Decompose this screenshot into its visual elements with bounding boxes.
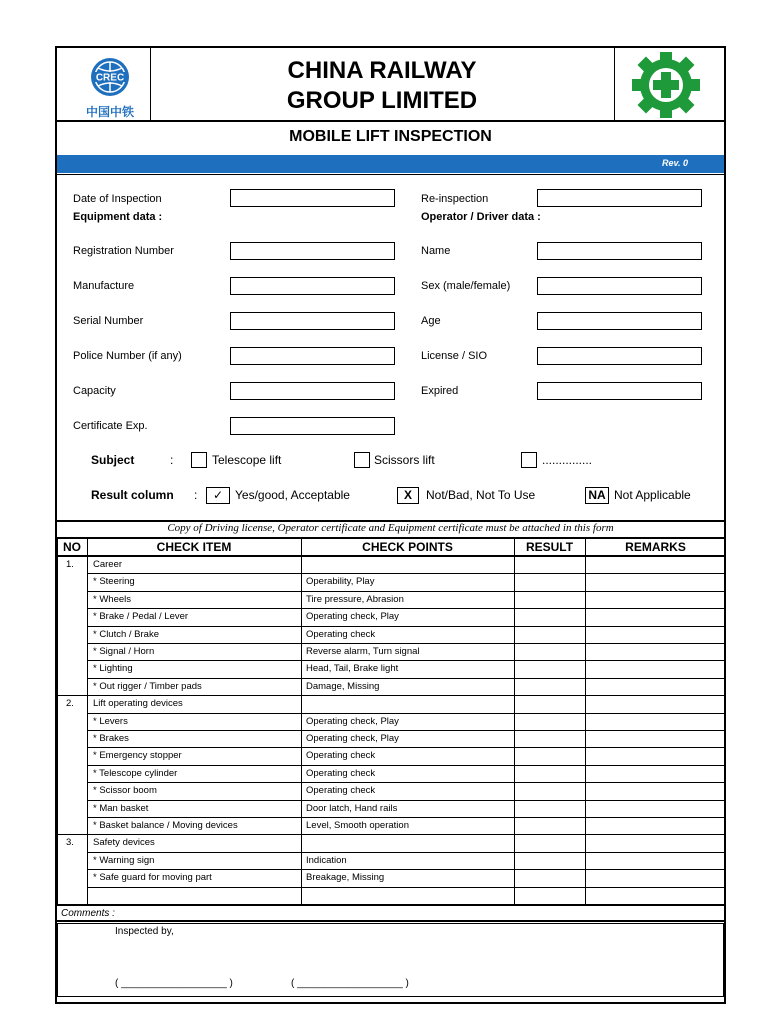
remarks-cell[interactable] — [586, 801, 723, 816]
result-cell[interactable] — [515, 888, 584, 903]
age-label: Age — [421, 315, 441, 327]
header-divider-right — [614, 46, 615, 122]
inspected-by-label: Inspected by, — [115, 926, 174, 937]
check-point-cell: Operating check, Play — [306, 611, 399, 622]
header-bottom-rule — [55, 120, 726, 122]
company-name — [150, 56, 614, 116]
header-no: NO — [63, 540, 81, 554]
certificate-exp-label: Certificate Exp. — [73, 420, 148, 432]
remarks-cell[interactable] — [586, 627, 723, 642]
capacity-label: Capacity — [73, 385, 116, 397]
check-item-cell: * Signal / Horn — [93, 646, 155, 657]
result-cell[interactable] — [515, 696, 584, 711]
remarks-cell[interactable] — [586, 574, 723, 589]
yes-legend-text: Yes/good, Acceptable — [235, 488, 350, 502]
remarks-cell[interactable] — [586, 592, 723, 607]
license-sio-field[interactable] — [537, 347, 702, 365]
result-cell[interactable] — [515, 661, 584, 676]
result-cell[interactable] — [515, 818, 584, 833]
date-of-inspection-label: Date of Inspection — [73, 193, 162, 205]
header-check-points: CHECK POINTS — [362, 540, 453, 554]
sex-label: Sex (male/female) — [421, 280, 511, 292]
signature-line-1[interactable]: ( ___________________ ) — [115, 978, 233, 989]
check-point-cell: Operating check — [306, 768, 376, 779]
check-item-cell: Lift operating devices — [93, 698, 183, 709]
result-cell[interactable] — [515, 627, 584, 642]
check-point-cell: Level, Smooth operation — [306, 820, 409, 831]
check-item-cell: * Basket balance / Moving devices — [93, 820, 238, 831]
remarks-cell[interactable] — [586, 661, 723, 676]
check-item-cell: * Brake / Pedal / Lever — [93, 611, 189, 622]
check-point-cell: Tire pressure, Abrasion — [306, 594, 404, 605]
check-item-cell: * Safe guard for moving part — [93, 872, 212, 883]
safety-cross-gear-icon — [628, 50, 704, 120]
table-column-line — [724, 537, 725, 904]
result-cell[interactable] — [515, 766, 584, 781]
header-check-item: CHECK ITEM — [156, 540, 232, 554]
safety-logo — [628, 50, 704, 120]
comments-bottom-rule — [55, 920, 726, 922]
result-column-label: Result column — [91, 488, 174, 502]
table-bottom-rule — [55, 904, 726, 906]
check-point-cell: Door latch, Hand rails — [306, 803, 398, 814]
manufacture-field[interactable] — [230, 277, 395, 295]
remarks-cell[interactable] — [586, 835, 723, 850]
check-point-cell: Operating check, Play — [306, 733, 399, 744]
expired-label: Expired — [421, 385, 459, 397]
crec-logo — [84, 56, 136, 119]
row-number: 1. — [66, 559, 74, 570]
logo-caption: 中国中铁 — [85, 105, 134, 119]
operator-data-heading: Operator / Driver data : — [421, 211, 541, 223]
manufacture-label: Manufacture — [73, 280, 135, 292]
check-item-cell: Career — [93, 559, 123, 570]
result-cell[interactable] — [515, 644, 584, 659]
check-item-cell: * Telescope cylinder — [93, 768, 178, 779]
row-number: 2. — [66, 698, 74, 709]
remarks-cell[interactable] — [586, 679, 723, 694]
remarks-cell[interactable] — [586, 731, 723, 746]
remarks-cell[interactable] — [586, 748, 723, 763]
date-of-inspection-field[interactable] — [230, 189, 395, 207]
check-point-cell: Operating check — [306, 750, 376, 761]
equipment-data-heading: Equipment data : — [73, 211, 163, 223]
remarks-cell[interactable] — [586, 557, 723, 572]
check-point-cell: Reverse alarm, Turn signal — [306, 646, 420, 657]
signature-line-2[interactable]: ( ___________________ ) — [291, 978, 409, 989]
result-column-colon: : — [194, 488, 198, 502]
check-point-cell: Operating check, Play — [306, 716, 399, 727]
check-item-cell: * Brakes — [93, 733, 129, 744]
no-mark-box: X — [397, 487, 419, 504]
check-item-cell: Safety devices — [93, 837, 155, 848]
check-item-cell: * Wheels — [93, 594, 132, 605]
svg-text:CREC: CREC — [95, 72, 125, 84]
comments-label: Comments : — [61, 908, 115, 919]
check-item-cell: * Scissor boom — [93, 785, 157, 796]
registration-number-field[interactable] — [230, 242, 395, 260]
name-field[interactable] — [537, 242, 702, 260]
result-cell[interactable] — [515, 574, 584, 589]
check-item-cell: * Steering — [93, 576, 135, 587]
remarks-cell[interactable] — [586, 696, 723, 711]
check-point-cell: Operating check — [306, 629, 376, 640]
telescope-lift-label: Telescope lift — [212, 453, 282, 467]
check-point-cell: Damage, Missing — [306, 681, 380, 692]
check-item-cell: * Warning sign — [93, 855, 155, 866]
header-remarks: REMARKS — [625, 540, 686, 554]
sex-field[interactable] — [537, 277, 702, 295]
check-point-cell: Indication — [306, 855, 347, 866]
form-title: MOBILE LIFT INSPECTION — [289, 128, 492, 145]
result-cell[interactable] — [515, 592, 584, 607]
result-cell[interactable] — [515, 557, 584, 572]
result-cell[interactable] — [515, 853, 584, 868]
other-subject-label: ............... — [542, 453, 593, 467]
age-field[interactable] — [537, 312, 702, 330]
table-column-line — [301, 537, 302, 904]
company-name-line1: CHINA RAILWAY — [287, 57, 477, 84]
license-sio-label: License / SIO — [421, 350, 488, 362]
na-mark-box: NA — [585, 487, 609, 504]
row-number: 3. — [66, 837, 74, 848]
police-number-label: Police Number (if any) — [73, 350, 182, 362]
remarks-cell[interactable] — [586, 888, 723, 903]
name-label: Name — [421, 245, 451, 257]
table-top-rule — [55, 537, 726, 539]
check-point-cell: Operating check — [306, 785, 376, 796]
remarks-cell[interactable] — [586, 853, 723, 868]
check-point-cell: Operability, Play — [306, 576, 375, 587]
check-item-cell: * Clutch / Brake — [93, 629, 159, 640]
remarks-cell[interactable] — [586, 870, 723, 885]
subject-colon: : — [170, 453, 174, 467]
other-subject-checkbox[interactable] — [521, 452, 537, 468]
check-item-cell: * Lighting — [93, 663, 133, 674]
check-item-cell: * Man basket — [93, 803, 149, 814]
company-name-line2: GROUP LIMITED — [286, 87, 478, 114]
check-item-cell: * Out rigger / Timber pads — [93, 681, 202, 692]
remarks-cell[interactable] — [586, 766, 723, 781]
certificate-exp-field[interactable] — [230, 417, 395, 435]
check-item-cell: * Levers — [93, 716, 128, 727]
remarks-cell[interactable] — [586, 818, 723, 833]
check-point-cell: Breakage, Missing — [306, 872, 385, 883]
result-cell[interactable] — [515, 731, 584, 746]
scissors-lift-label: Scissors lift — [374, 453, 435, 467]
registration-number-label: Registration Number — [73, 245, 174, 257]
result-cell[interactable] — [515, 748, 584, 763]
reinspection-field[interactable] — [537, 189, 702, 207]
telescope-lift-checkbox[interactable] — [191, 452, 207, 468]
result-cell[interactable] — [515, 870, 584, 885]
capacity-field[interactable] — [230, 382, 395, 400]
result-cell[interactable] — [515, 714, 584, 729]
check-point-cell: Head, Tail, Brake light — [306, 663, 399, 674]
serial-number-label: Serial Number — [73, 315, 144, 327]
table-column-line — [87, 537, 88, 904]
revision-label: Rev. 0 — [661, 158, 688, 168]
result-cell[interactable] — [515, 609, 584, 624]
na-legend-text: Not Applicable — [614, 488, 691, 502]
revision-bar — [57, 155, 724, 173]
remarks-cell[interactable] — [586, 783, 723, 798]
header-result: RESULT — [525, 540, 574, 554]
reinspection-label: Re-inspection — [421, 193, 489, 205]
yes-mark-box: ✓ — [206, 487, 230, 504]
remarks-cell[interactable] — [586, 609, 723, 624]
result-cell[interactable] — [515, 679, 584, 694]
crec-globe-icon — [84, 56, 136, 98]
police-number-field[interactable] — [230, 347, 395, 365]
result-cell[interactable] — [515, 783, 584, 798]
remarks-cell[interactable] — [586, 714, 723, 729]
check-item-cell: * Emergency stopper — [93, 750, 182, 761]
scissors-lift-checkbox[interactable] — [354, 452, 370, 468]
table-column-line — [57, 537, 58, 904]
result-cell[interactable] — [515, 835, 584, 850]
remarks-cell[interactable] — [586, 644, 723, 659]
result-cell[interactable] — [515, 801, 584, 816]
attachment-note: Copy of Driving license, Operator certificate and Equipment certificate must be attached in this form — [167, 522, 614, 534]
no-legend-text: Not/Bad, Not To Use — [426, 488, 536, 502]
revision-bar-bottom — [55, 174, 726, 175]
expired-field[interactable] — [537, 382, 702, 400]
serial-number-field[interactable] — [230, 312, 395, 330]
subject-label: Subject — [91, 453, 135, 467]
